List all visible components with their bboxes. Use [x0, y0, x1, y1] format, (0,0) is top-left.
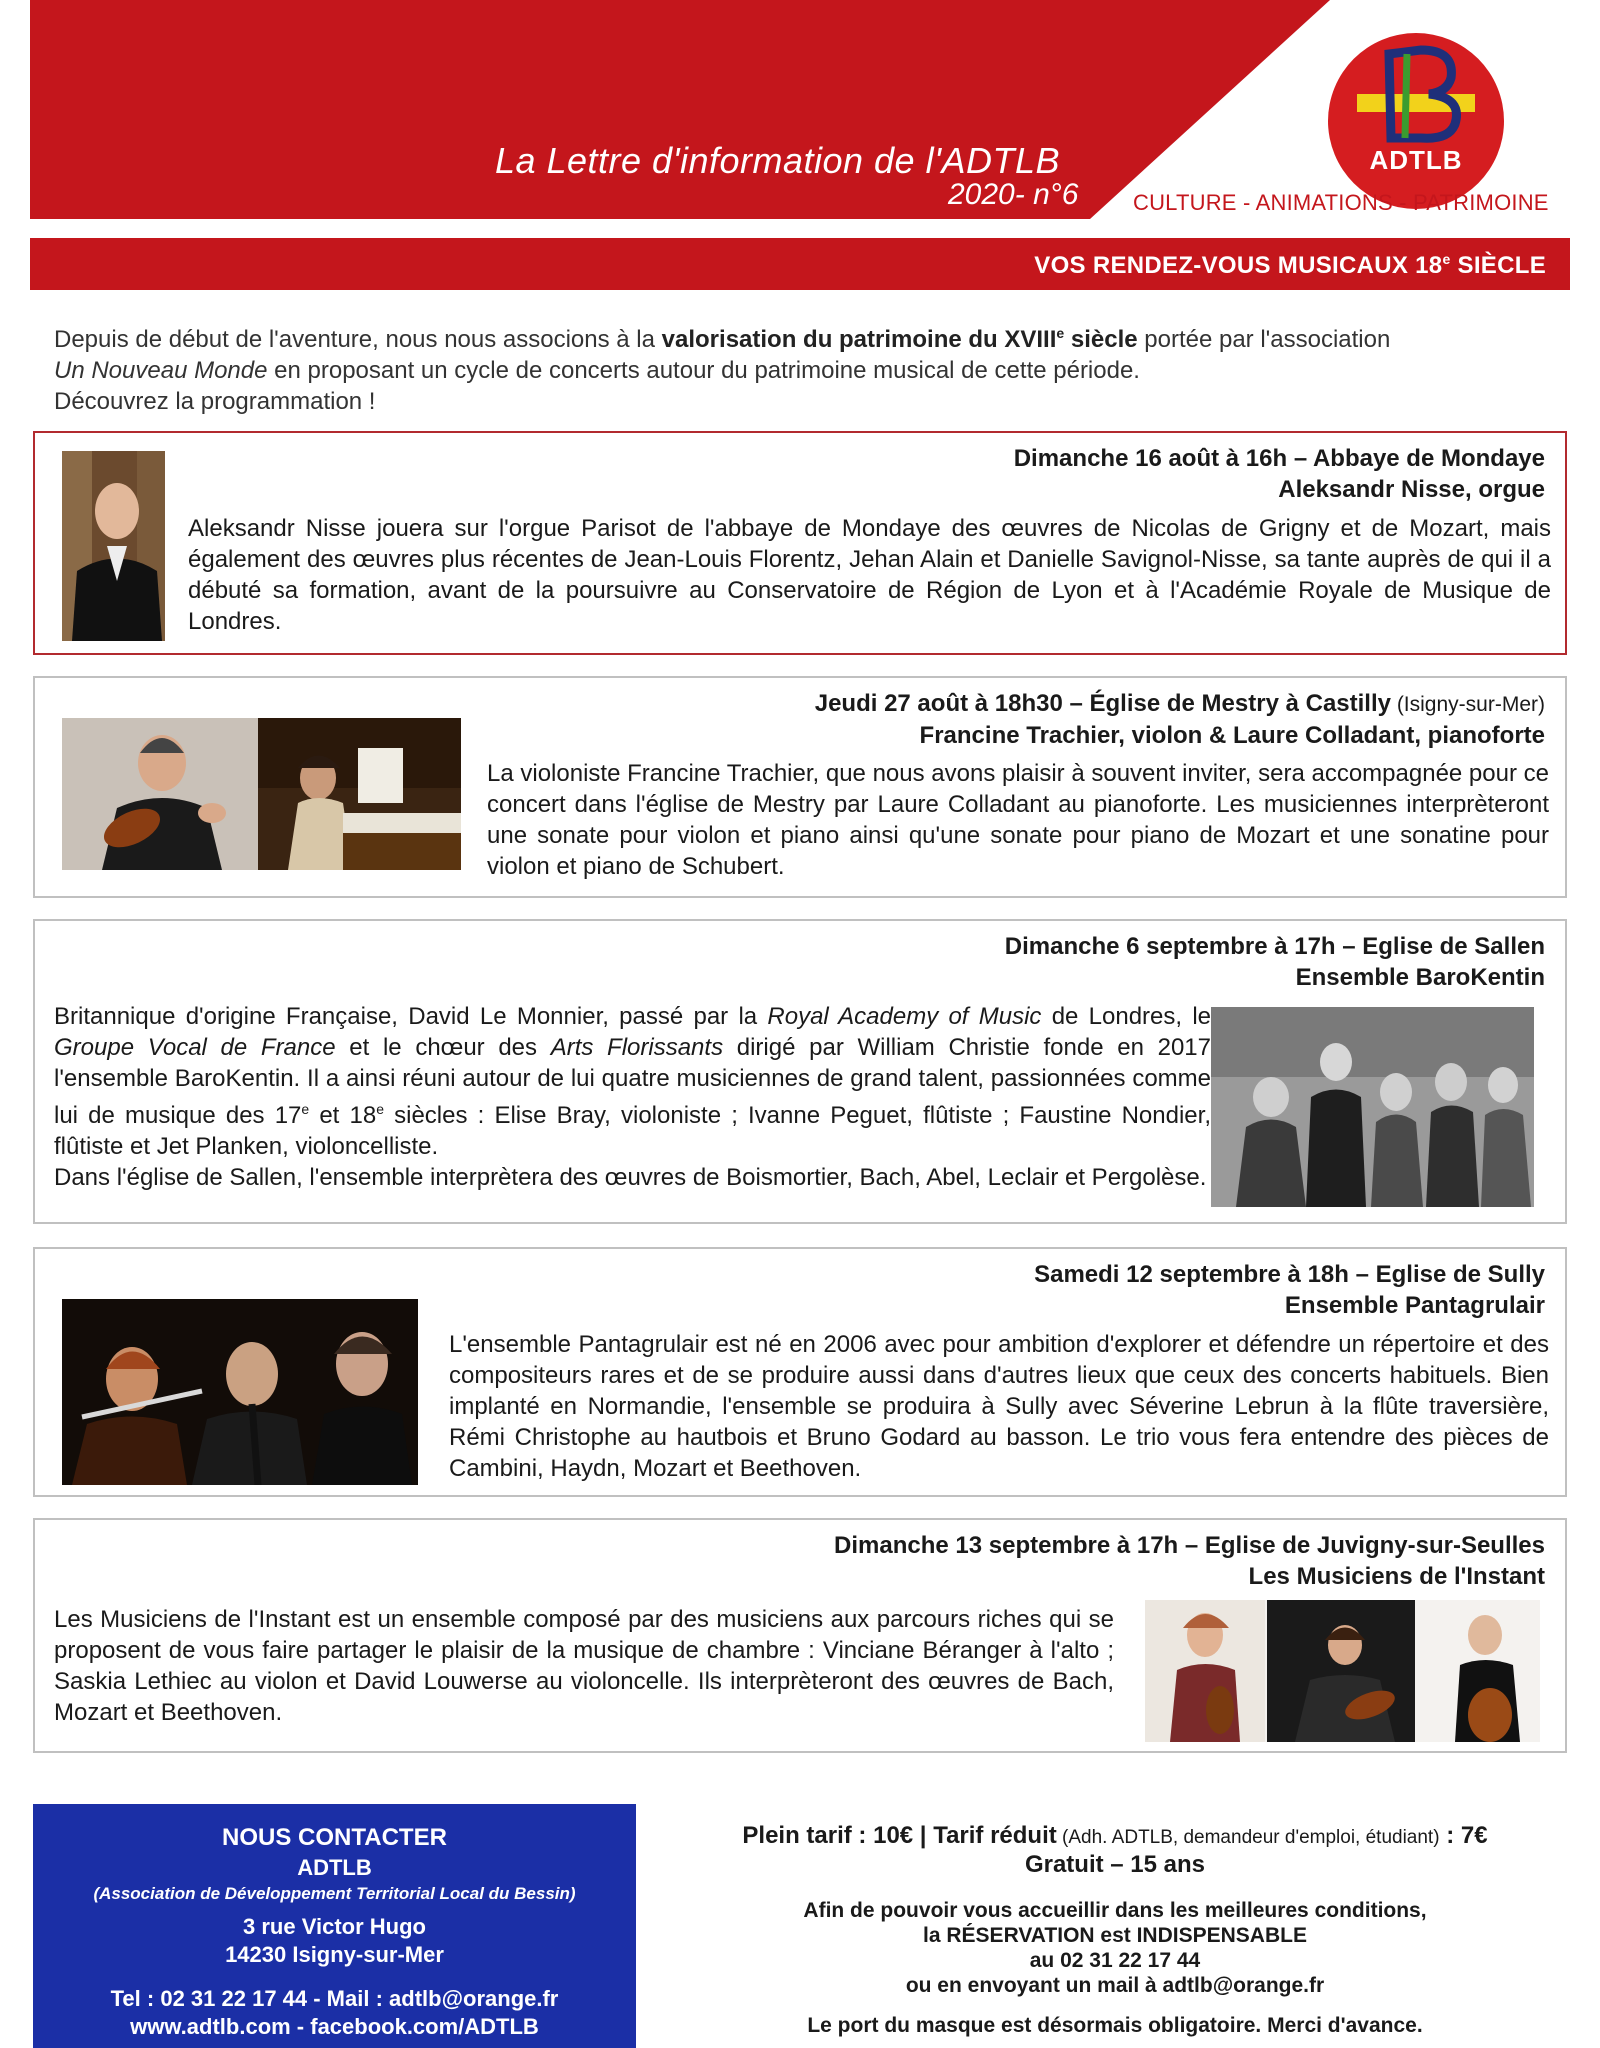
- event-performer: Francine Trachier, violon & Laure Colladant, pianoforte: [919, 722, 1545, 749]
- event-photo: [62, 1299, 418, 1485]
- contact-street: 3 rue Victor Hugo: [243, 1914, 426, 1939]
- pricing-free: Gratuit – 15 ans: [1024, 1851, 1206, 1878]
- pricing-box: [660, 1822, 1570, 2038]
- intro-bold: valorisation du patrimoine du XVIIIe siècle: [661, 325, 1138, 353]
- event-heading: Dimanche 6 septembre à 17h – Eglise de Sallen: [1004, 933, 1545, 960]
- reservation-mail-link[interactable]: adtlb@orange.fr: [1162, 1974, 1325, 1997]
- contact-tel-mail[interactable]: Tel : 02 31 22 17 44 - Mail : adtlb@orange.fr: [110, 1986, 559, 2011]
- event-card: [33, 919, 1567, 1224]
- event-performer: Les Musiciens de l'Instant: [1248, 1563, 1545, 1590]
- event-card: [33, 1518, 1567, 1753]
- event-description: Les Musiciens de l'Instant est un ensemble composé par des musiciens aux parcours riches qui se proposent de vous faire partager le plaisir de la musique de chambre : Vinciane Béranger à l'alto ; Saskia Lethiec au violon et David Louwerse au violoncelle. Ils interprèteront des œuvres de Bach, Mozart et Beethoven.: [54, 1606, 1114, 1726]
- banner-shape: [30, 0, 1330, 219]
- logo-mark-icon: [1327, 32, 1505, 210]
- event-description: Britannique d'origine Française, David Le Monnier, passé par la Royal Academy of Music de Londres, le Groupe Vocal de France et le chœur des Arts Florissants dirigé par William Christie fonde en 2017 l'ensemble BaroKentin. Il a ainsi réuni autour de lui quatre musiciennes de grand talent, passionnées comme lui de musique des 17e et 18e siècles : Elise Bray, violoniste ; Ivanne Peguet, flûtiste ; Faustine Nondier, flûtiste et Jet Planken, violoncelliste. Dans l'église de Sallen, l'ensemble interprètera des œuvres de Boismortier, Bach, Abel, Leclair et Pergolèse.: [54, 1003, 1212, 1191]
- event-performer: Aleksandr Nisse, orgue: [1278, 476, 1545, 503]
- section-title: VOS RENDEZ-VOUS MUSICAUX 18e SIÈCLE: [1034, 251, 1546, 279]
- event-performer: Ensemble Pantagrulair: [1284, 1292, 1545, 1319]
- contact-city: 14230 Isigny-sur-Mer: [225, 1942, 444, 1967]
- mask-notice: Le port du masque est désormais obligatoire. Merci d'avance.: [807, 2014, 1423, 2037]
- event-photo: [1211, 1007, 1534, 1207]
- event-heading: Dimanche 13 septembre à 17h – Eglise de Juvigny-sur-Seulles: [834, 1532, 1545, 1559]
- adtlb-logo: [1327, 32, 1505, 210]
- event-photo: [62, 451, 165, 641]
- event-description: Aleksandr Nisse jouera sur l'orgue Parisot de l'abbaye de Mondaye des œuvres de Nicolas de Grigny et de Mozart, mais également des œuvres plus récentes de Jean-Louis Florentz, Jehan Alain et Danielle Savignol-Nisse, sa tante auprès de qui il a débuté sa formation, avant de la poursuivre au Conservatoire de Région de Lyon et à l'Académie Royale de Musique de Londres.: [188, 515, 1551, 635]
- event-heading: Dimanche 16 août à 16h – Abbaye de Mondaye: [1013, 445, 1545, 472]
- contact-org: ADTLB: [297, 1855, 372, 1880]
- event-card: [33, 676, 1567, 898]
- event-card: [33, 431, 1567, 655]
- contact-web[interactable]: www.adtlb.com - facebook.com/ADTLB: [130, 2014, 539, 2039]
- header-banner: [30, 0, 1330, 219]
- intro-paragraph: Depuis de début de l'aventure, nous nous associons à la valorisation du patrimoine du XVIIIe siècle portée par l'association Un Nouveau Monde en proposant un cycle de concerts autour du patrimoine musical de cette période. Découvrez la programmation !: [54, 325, 1391, 415]
- intro-italic: Un Nouveau Monde: [54, 357, 268, 384]
- pricing-line: Plein tarif : 10€ | Tarif réduit (Adh. ADTLB, demandeur d'emploi, étudiant) : 7€: [742, 1822, 1488, 1849]
- event-description: L'ensemble Pantagrulair est né en 2006 avec pour ambition d'explorer et défendre un répertoire et des compositeurs rares et de se produire aussi dans d'autres lieux que ceux des concerts habituels. Bien implanté en Normandie, l'ensemble se produira à Sully avec Séverine Lebrun à la flûte traversière, Rémi Christophe au hautbois et Bruno Godard au basson. Le trio vous fera entendre des pièces de Cambini, Haydn, Mozart et Beethoven.: [449, 1331, 1549, 1482]
- reservation-phone: au 02 31 22 17 44: [1029, 1949, 1201, 1972]
- event-photo: [1145, 1600, 1540, 1742]
- reservation-line-1: Afin de pouvoir vous accueillir dans les meilleures conditions,: [803, 1899, 1427, 1922]
- event-performer: Ensemble BaroKentin: [1295, 964, 1545, 991]
- event-photo: [62, 718, 258, 870]
- event-heading: Jeudi 27 août à 18h30 – Église de Mestry à Castilly (Isigny-sur-Mer): [814, 690, 1545, 717]
- logo-text: ADTLB: [1369, 145, 1463, 175]
- event-heading: Samedi 12 septembre à 18h – Eglise de Sully: [1034, 1261, 1545, 1288]
- event-description: La violoniste Francine Trachier, que nous avons plaisir à souvent inviter, sera accompagnée pour ce concert dans l'église de Mestry par Laure Colladant au pianoforte. Les musiciennes interprèteront une sonate pour violon et piano ainsi qu'une sonate pour piano de Mozart et une sonatine pour violon et piano de Schubert.: [487, 760, 1549, 880]
- tagline: CULTURE - ANIMATIONS - PATRIMOINE: [1133, 190, 1549, 215]
- contact-title: NOUS CONTACTER: [222, 1824, 447, 1851]
- contact-box: [33, 1804, 636, 2048]
- contact-org-full: (Association de Développement Territorial Local du Bessin): [93, 1884, 576, 1903]
- event-card: [33, 1247, 1567, 1497]
- newsletter-title: La Lettre d'information de l'ADTLB: [494, 140, 1060, 181]
- reservation-mail: ou en envoyant un mail à adtlb@orange.fr: [905, 1974, 1325, 1997]
- event-photo: [258, 718, 461, 870]
- issue-number: 2020- n°6: [948, 178, 1079, 211]
- reservation-line-2: la RÉSERVATION est INDISPENSABLE: [923, 1924, 1307, 1947]
- section-bar: [30, 238, 1570, 290]
